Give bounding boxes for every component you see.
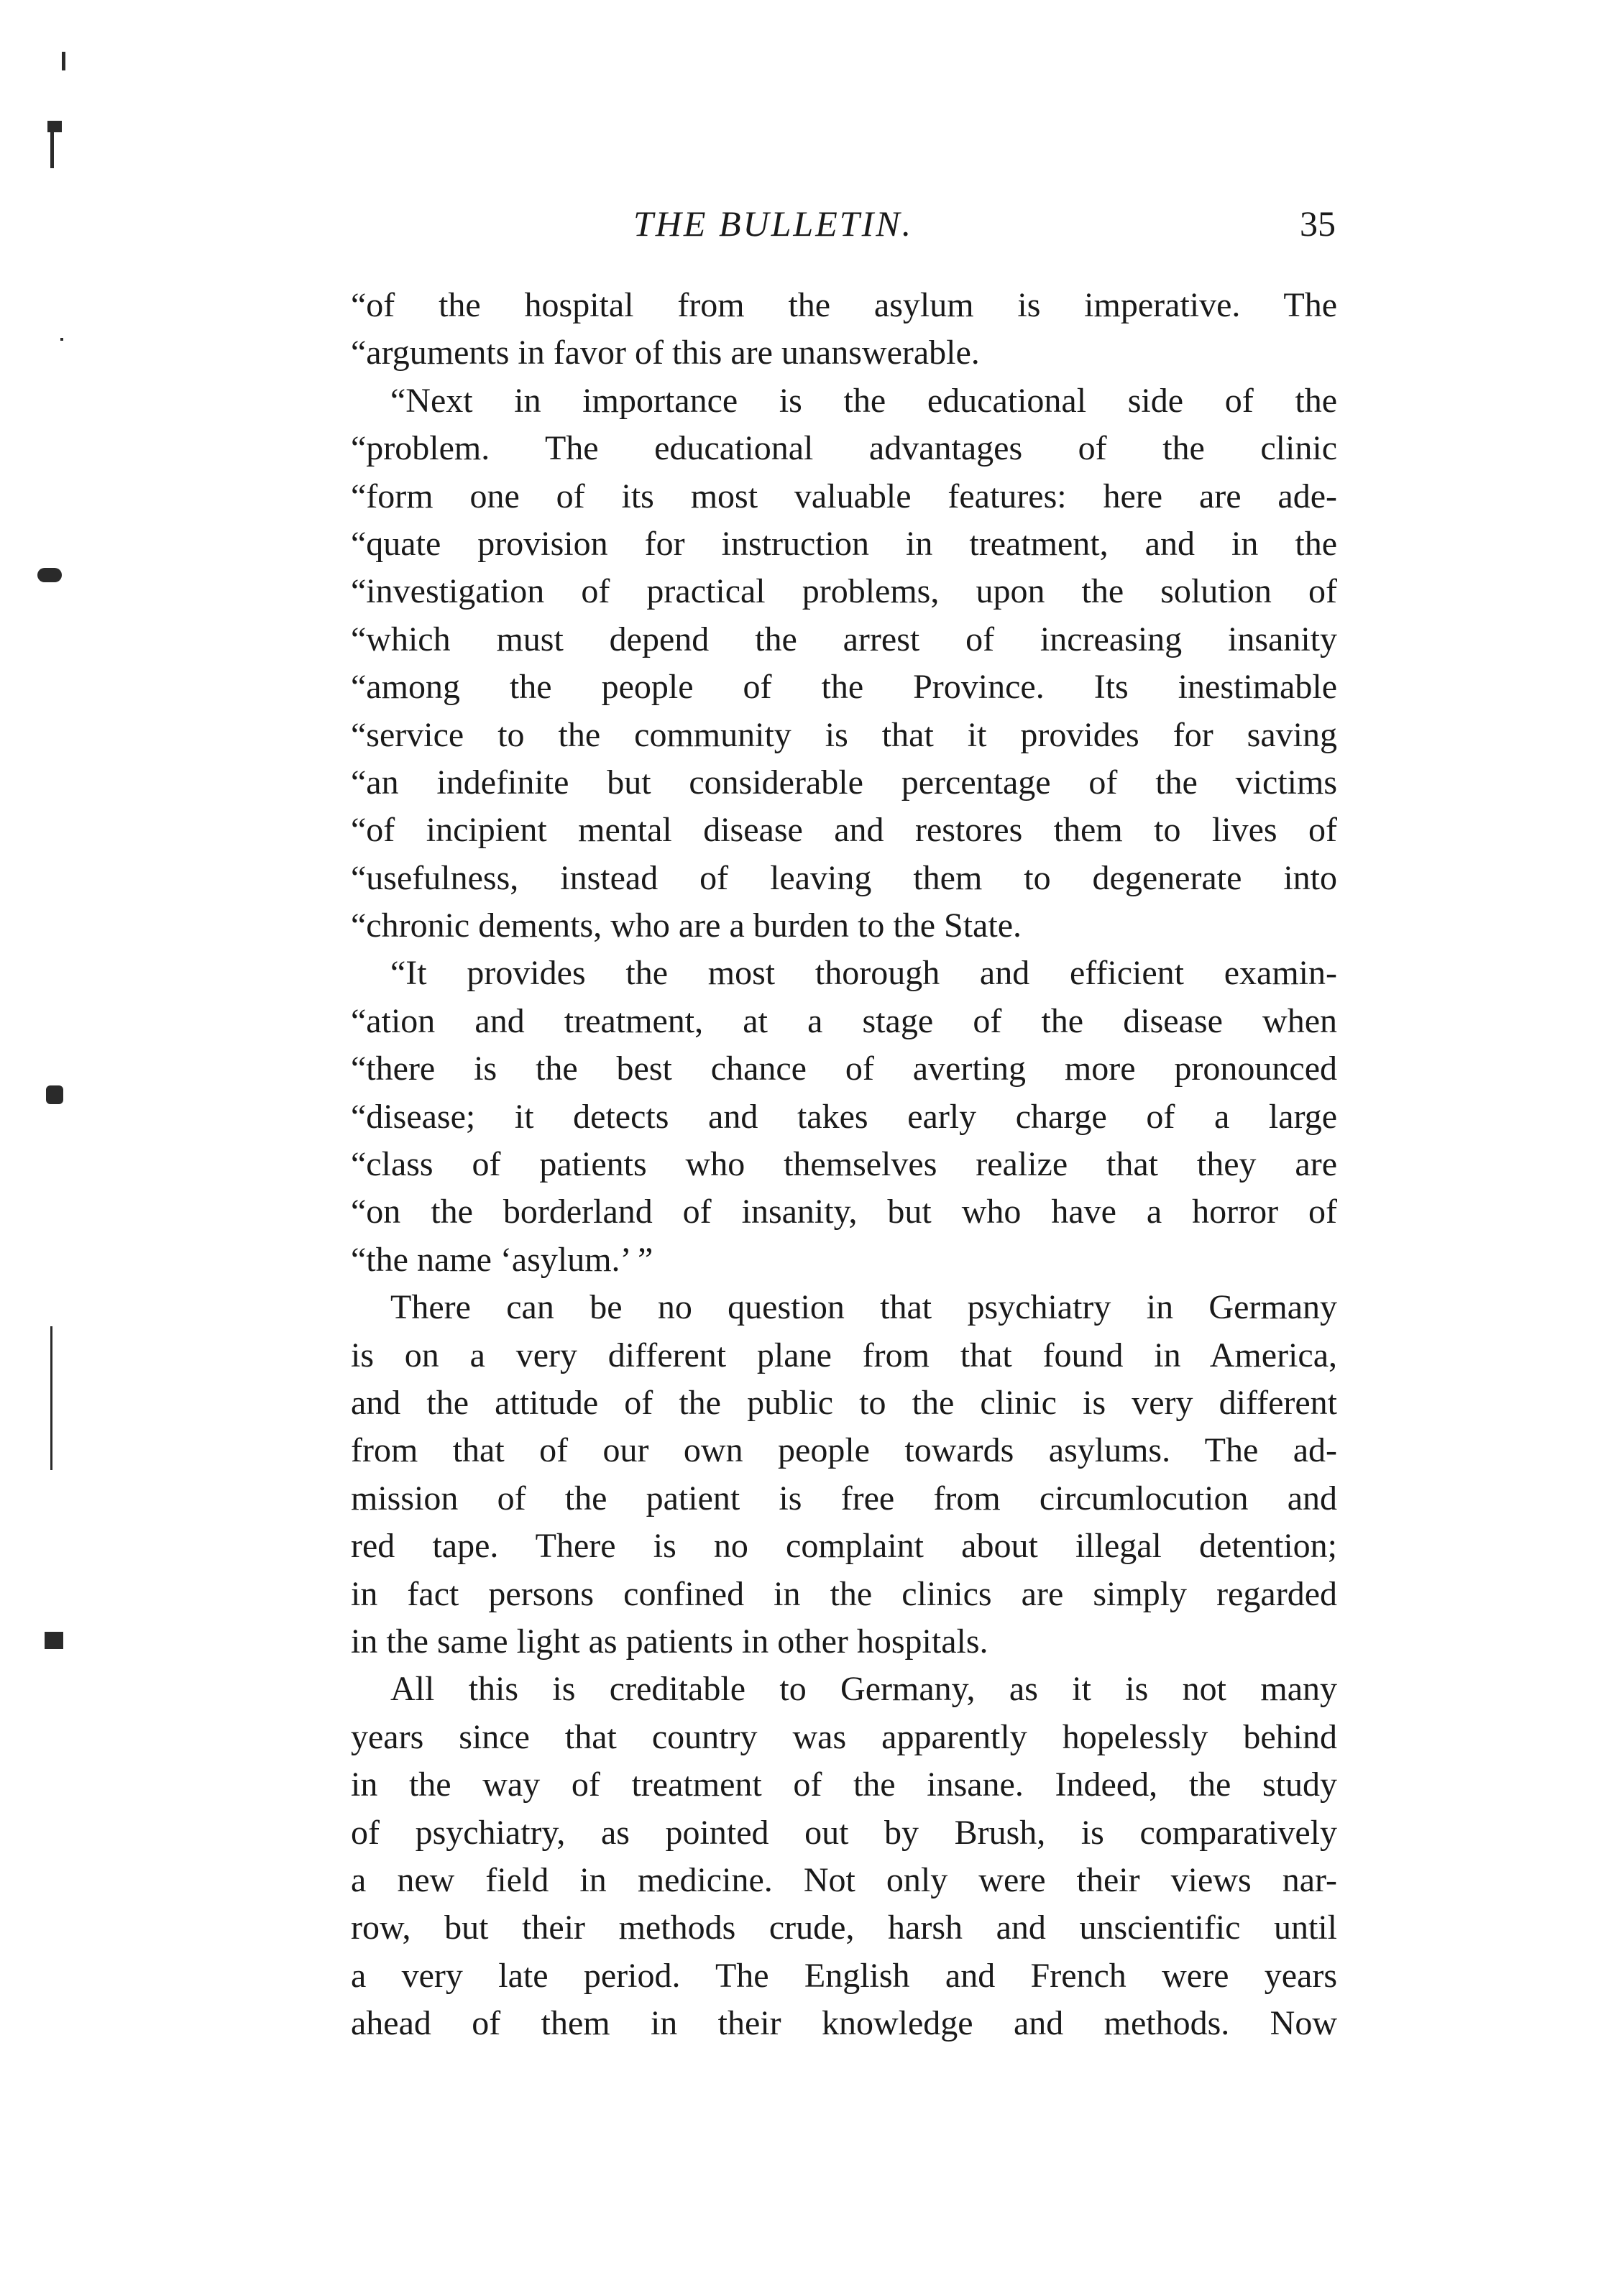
text-line: “of the hospital from the asylum is imperative. The [351,286,1337,324]
text-line: is on a very different plane from that found in America, [351,1336,1337,1374]
text-line: “quate provision for instruction in treatment, and in the [351,524,1337,563]
margin-mark [62,52,65,70]
text-line: “an indefinite but considerable percentage of the victims [351,763,1337,802]
margin-mark [60,338,63,341]
text-line: ahead of them in their knowledge and methods. Now [351,2004,1337,2043]
text-line: a very late period. The English and French were years [351,1956,1337,1995]
text-line: and the attitude of the public to the clinic is very different [351,1383,1337,1422]
text-line: “problem. The educational advantages of the clinic [351,429,1337,468]
text-line: “chronic dements, who are a burden to the State. [351,906,1022,945]
margin-scan-artifacts [0,0,144,2296]
page-number: 35 [1300,203,1336,244]
body-text [351,282,1337,2047]
text-line: in the way of treatment of the insane. Indeed, the study [351,1765,1337,1804]
text-line: “Next in importance is the educational side of the [390,381,1337,420]
margin-mark [37,568,62,582]
text-line: “arguments in favor of this are unanswerable. [351,334,980,372]
text-line: mission of the patient is free from circumlocution and [351,1479,1337,1517]
text-line: “form one of its most valuable features: here are ade- [351,477,1337,515]
text-line: “service to the community is that it provides for saving [351,715,1337,754]
text-line: “class of patients who themselves realize that they are [351,1145,1337,1184]
text-line: “ation and treatment, at a stage of the disease when [351,1001,1337,1040]
text-line: red tape. There is no complaint about illegal detention; [351,1527,1337,1566]
text-line: “on the borderland of insanity, but who have a horror of [351,1193,1337,1231]
margin-mark [45,1632,63,1649]
text-line: a new field in medicine. Not only were their views nar- [351,1860,1337,1899]
text-line: There can be no question that psychiatry in Germany [390,1288,1337,1327]
text-line: years since that country was apparently hopelessly behind [351,1717,1337,1756]
margin-mark [50,129,54,168]
text-line: from that of our own people towards asylums. The ad- [351,1431,1337,1470]
text-line: “disease; it detects and takes early charge of a large [351,1097,1337,1136]
text-line: All this is creditable to Germany, as it is not many [390,1670,1337,1709]
text-line: in the same light as patients in other hospitals. [351,1622,988,1661]
margin-mark [47,121,62,132]
text-line: “of incipient mental disease and restores them to lives of [351,811,1337,850]
margin-mark [46,1085,63,1104]
text-line: “among the people of the Province. Its inestimable [351,668,1337,707]
text-line: in fact persons confined in the clinics are simply regarded [351,1574,1337,1613]
text-line: “usefulness, instead of leaving them to degenerate into [351,858,1337,897]
text-line: “there is the best chance of averting more pronounced [351,1050,1337,1088]
running-head: THE BULLETIN. [633,203,914,244]
margin-mark [50,1326,52,1470]
text-line: “the name ‘asylum.’ ” [351,1240,653,1279]
text-line: “investigation of practical problems, upon the solution of [351,572,1337,611]
page-header [349,203,1336,253]
text-line: “which must depend the arrest of increasing insanity [351,620,1337,658]
text-line: “It provides the most thorough and efficient examin- [390,954,1337,993]
text-line: row, but their methods crude, harsh and unscientific until [351,1909,1337,1947]
text-line: of psychiatry, as pointed out by Brush, is comparatively [351,1813,1337,1852]
